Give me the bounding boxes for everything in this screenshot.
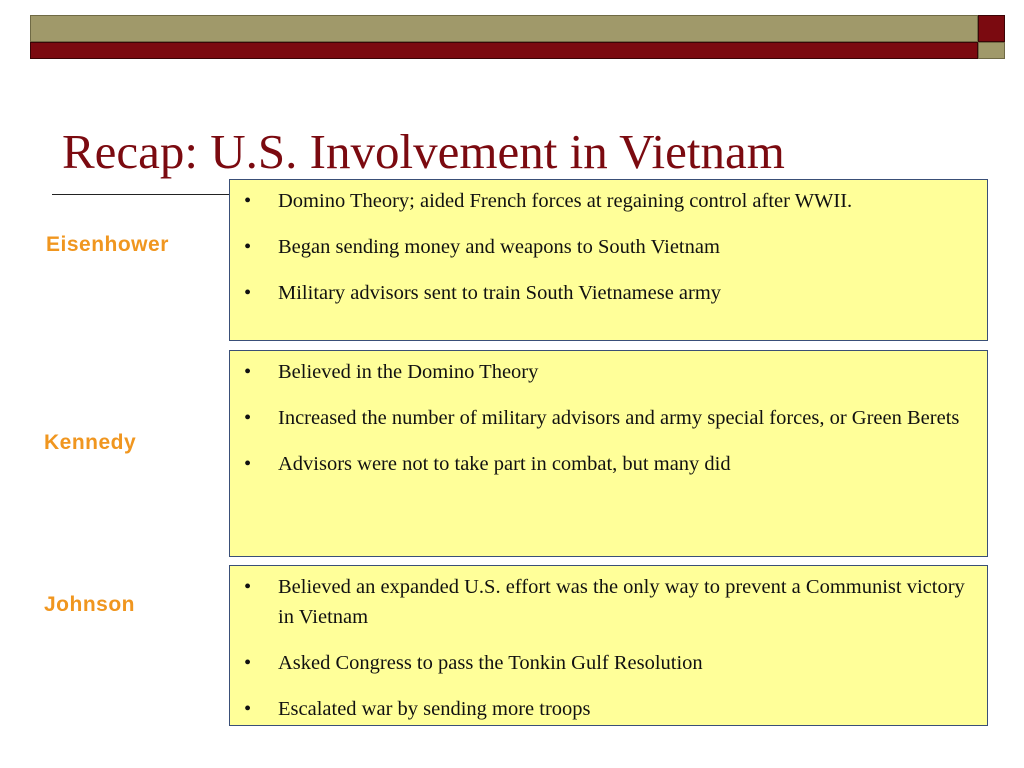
bullet-text: Increased the number of military advisors and army special forces, or Green Berets xyxy=(278,407,960,429)
johnson-points-box xyxy=(229,565,988,726)
header-banner-maroon xyxy=(30,42,978,59)
eisenhower-points-box xyxy=(229,179,988,341)
bullet-icon: • xyxy=(244,282,252,304)
bullet-text: Domino Theory; aided French forces at regaining control after WWII. xyxy=(278,190,853,212)
bullet-icon: • xyxy=(244,652,252,674)
header-banner-olive xyxy=(30,15,978,42)
bullet-text: Asked Congress to pass the Tonkin Gulf Resolution xyxy=(278,652,703,674)
bullet-icon: • xyxy=(244,407,252,429)
header-corner-square-olive xyxy=(978,42,1005,59)
list-item xyxy=(240,278,969,308)
bullet-icon: • xyxy=(244,190,252,212)
bullet-text: Believed in the Domino Theory xyxy=(278,361,539,383)
bullet-icon: • xyxy=(244,453,252,475)
list-item xyxy=(240,232,969,262)
president-label-eisenhower: Eisenhower xyxy=(46,233,169,256)
bullet-icon: • xyxy=(244,361,252,383)
kennedy-points-box xyxy=(229,350,988,557)
bullet-text: Military advisors sent to train South Vietnamese army xyxy=(278,282,722,304)
johnson-points-list xyxy=(240,572,969,724)
eisenhower-points-list xyxy=(240,186,969,308)
kennedy-points-list xyxy=(240,357,969,479)
bullet-text: Escalated war by sending more troops xyxy=(278,698,591,720)
list-item xyxy=(240,648,969,678)
list-item xyxy=(240,403,969,433)
list-item xyxy=(240,572,969,632)
president-label-johnson: Johnson xyxy=(44,593,135,616)
bullet-text: Began sending money and weapons to South Vietnam xyxy=(278,236,720,258)
header-corner-square-maroon xyxy=(978,15,1005,42)
slide-title: Recap: U.S. Involvement in Vietnam xyxy=(62,124,785,179)
bullet-icon: • xyxy=(244,576,252,598)
title-underline xyxy=(52,194,230,195)
list-item xyxy=(240,449,969,479)
list-item xyxy=(240,186,969,216)
president-label-kennedy: Kennedy xyxy=(44,431,137,454)
bullet-text: Advisors were not to take part in combat, but many did xyxy=(278,453,731,475)
bullet-icon: • xyxy=(244,236,252,258)
list-item xyxy=(240,357,969,387)
bullet-text: Believed an expanded U.S. effort was the only way to prevent a Communist victory in Vietnam xyxy=(278,576,965,628)
bullet-icon: • xyxy=(244,698,252,720)
list-item xyxy=(240,694,969,724)
